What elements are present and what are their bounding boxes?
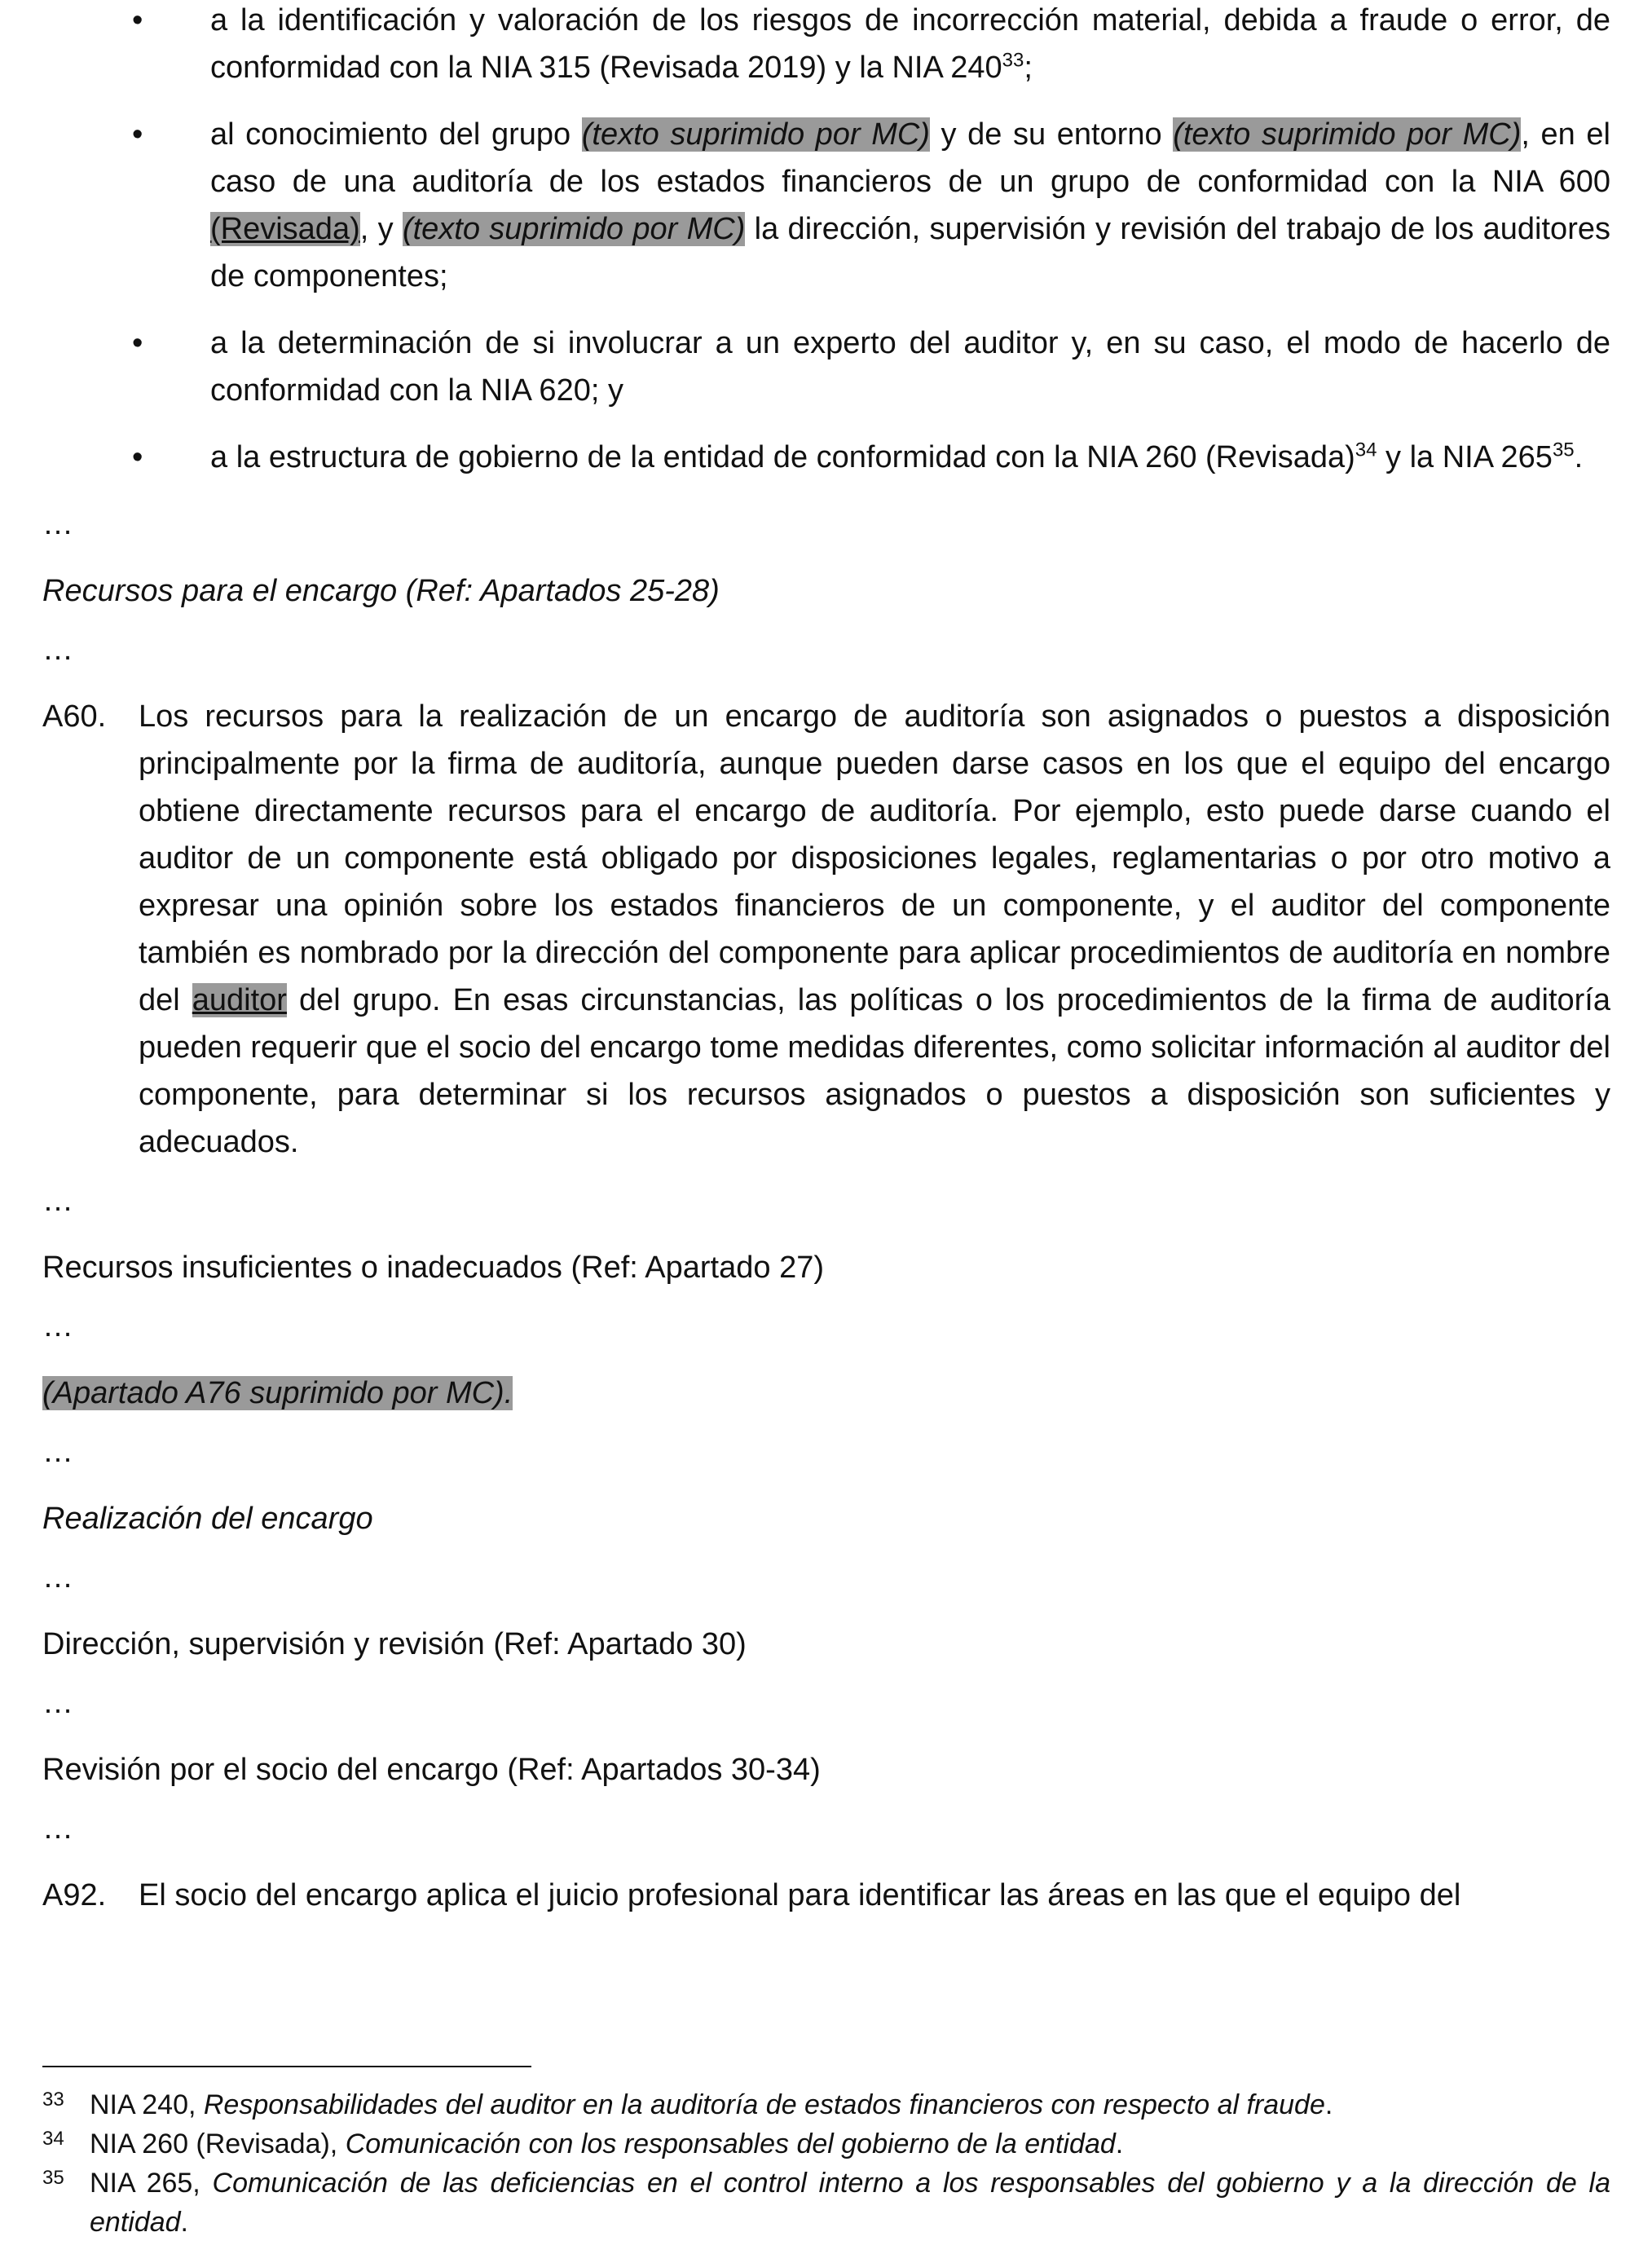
footnote-34: 34 NIA 260 (Revisada), Comunicación con los responsables del gobierno de la entidad. bbox=[42, 2124, 1610, 2164]
bullet-marker: • bbox=[132, 440, 143, 474]
footnotes bbox=[42, 2085, 1610, 2242]
suppressed-text-highlight: (texto suprimido por MC) bbox=[1173, 117, 1522, 152]
footnote-number: 35 bbox=[42, 2167, 64, 2189]
ellipsis: … bbox=[42, 507, 73, 541]
ellipsis: … bbox=[42, 1309, 73, 1343]
footnote-number: 34 bbox=[42, 2128, 64, 2150]
section-heading: Realización del encargo bbox=[42, 1502, 373, 1536]
bullet-marker: • bbox=[132, 3, 143, 37]
bullet-item-governance: • a la estructura de gobierno de la entidad de conformidad con la NIA 260 (Revisada)$^{34}$ y la NIA $265^{35}$. bbox=[210, 434, 1610, 481]
bullet-list bbox=[42, 0, 1610, 481]
suppressed-text-highlight: (texto suprimido por MC) bbox=[402, 212, 746, 246]
footnote-separator bbox=[42, 2066, 531, 2067]
section-heading: Dirección, supervisión y revisión (Ref: Apartado 30) bbox=[42, 1627, 747, 1661]
ellipsis: … bbox=[42, 1686, 73, 1720]
suppressed-paragraph-notice: (Apartado A76 suprimido por MC). bbox=[42, 1376, 513, 1410]
section-heading: Revisión por el socio del encargo (Ref: Apartados 30-34) bbox=[42, 1753, 821, 1787]
ellipsis: … bbox=[42, 1435, 73, 1469]
paragraph-number: A60. bbox=[42, 699, 107, 734]
paragraph-a60: A60. Los recursos para la realización de un encargo de auditoría son asignados o puestos a disposición principalmente por la firma de auditoría, aunque pueden darse casos en los que el equipo del encargo obtiene directamente recursos para el encargo de auditoría. Por ejemplo, esto puede darse cuando el auditor de un componente está obligado por disposiciones legales, reglamentarias o por otro motivo a expresar una opinión sobre los estados financieros de un componente, y el auditor del componente también es nombrado por la dirección del componente para aplicar procedimientos de auditoría en nombre del auditor del grupo. En esas circunstancias, las políticas o los procedimientos de la firma de auditoría pueden requerir que el socio del encargo tome medidas diferentes, como solicitar información al auditor del componente, para determinar si los recursos asignados o puestos a disposición son suficientes y adecuados. bbox=[42, 693, 1610, 1166]
bullet-marker: • bbox=[132, 117, 143, 152]
ellipsis: … bbox=[42, 1184, 73, 1218]
ellipsis: … bbox=[42, 1560, 73, 1595]
footnote-ref-34[interactable]: 34 bbox=[1355, 439, 1377, 461]
bullet-item-expert: • a la determinación de si involucrar a un experto del auditor y, en su caso, el modo de hacerlo de conformidad con la NIA 620; y bbox=[210, 320, 1610, 414]
footnote-ref-35[interactable]: 35 bbox=[1552, 439, 1575, 461]
footnote-number: 33 bbox=[42, 2089, 64, 2111]
document-page bbox=[42, 0, 1610, 1919]
paragraph-number: A92. bbox=[42, 1878, 107, 1912]
bullet-marker: • bbox=[132, 326, 143, 360]
footnote-35: 35 NIA 265, Comunicación de las deficiencias en el control interno a los responsables del gobierno y a la dirección de la entidad. bbox=[42, 2164, 1610, 2242]
paragraph-a92: A92. El socio del encargo aplica el juicio profesional para identificar las áreas en las que el equipo del bbox=[42, 1872, 1610, 1919]
ellipsis: … bbox=[42, 1811, 73, 1846]
bullet-item-group-knowledge: • al conocimiento del grupo (texto suprimido por MC) y de su entorno (texto suprimido por MC), en el caso de una auditoría de los estados financieros de un grupo de conformidad con la NIA 600 (Revisada), y (texto suprimido por MC) la dirección, supervisión y revisión del trabajo de los auditores de componentes; bbox=[210, 111, 1610, 300]
revised-text-highlight: (Revisada) bbox=[210, 212, 360, 246]
footnote-33: 33 NIA 240, Responsabilidades del auditor en la auditoría de estados financieros con respecto al fraude. bbox=[42, 2085, 1610, 2124]
section-heading: Recursos insuficientes o inadecuados (Ref: Apartado 27) bbox=[42, 1251, 824, 1285]
suppressed-text-highlight: (texto suprimido por MC) bbox=[581, 117, 930, 152]
footnote-ref-33[interactable]: 33 bbox=[1002, 49, 1024, 72]
modified-word-highlight: auditor bbox=[192, 983, 287, 1017]
bullet-item-risk-identification: • a la identificación y valoración de los riesgos de incorrección material, debida a fraude o error, de conformidad con la NIA 315 (Revisada 2019) y la NIA $240^{33}$; bbox=[210, 0, 1610, 91]
ellipsis: … bbox=[42, 633, 73, 667]
section-heading: Recursos para el encargo (Ref: Apartados 25-28) bbox=[42, 574, 720, 608]
